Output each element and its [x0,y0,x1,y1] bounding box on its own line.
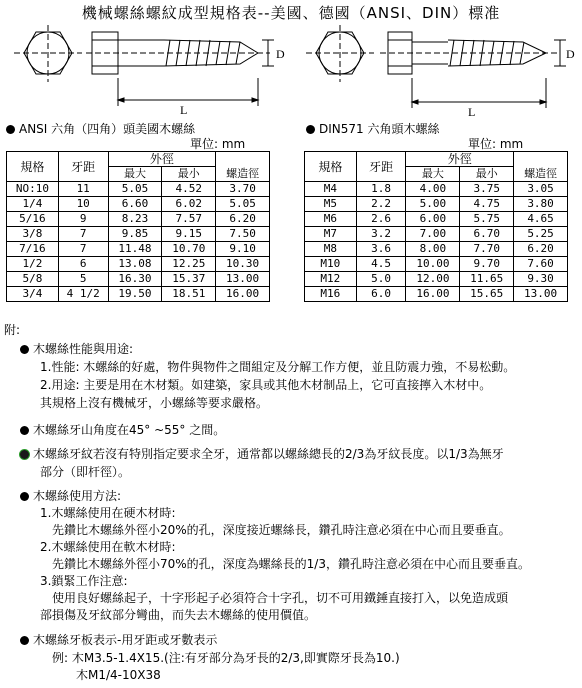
note-line: 3.鎖緊工作注意: [40,574,128,588]
note-line: 1.木螺絲使用在硬木材時: [40,506,176,520]
table-cell: 9.15 [162,227,216,242]
table-cell: 9.85 [108,227,162,242]
note-line: 其規格上沒有機械牙，小螺絲等要求嚴格。 [40,396,269,410]
table-cell: 6 [58,257,108,272]
table-cell: 6.20 [514,242,568,257]
table-cell: 4.00 [406,182,460,197]
table-cell: 10.00 [406,257,460,272]
table-cell: 6.70 [460,227,514,242]
col-size: 規格 [305,152,357,182]
table-cell: 13.00 [216,272,270,287]
note-section-2: 木螺絲牙山角度在45° ~55° 之間。 [20,422,225,438]
table-row [7,287,270,302]
table-cell: 16.30 [108,272,162,287]
table-cell: 7.60 [514,257,568,272]
col-min: 最小 [460,167,514,182]
col-max: 最大 [406,167,460,182]
col-core: 螺造徑 [514,167,568,182]
table-cell: 13.08 [108,257,162,272]
table-row [7,182,270,197]
table-cell: M16 [305,287,357,302]
col-min: 最小 [162,167,216,182]
table-cell: 2.2 [356,197,406,212]
table-cell: 9.10 [216,242,270,257]
col-outer-diameter: 外徑 [406,152,514,167]
table-row [7,272,270,287]
table-cell: 5.25 [514,227,568,242]
table-cell: 4.75 [460,197,514,212]
table-cell: M8 [305,242,357,257]
table-cell: 5.05 [216,197,270,212]
table-cell: 9.30 [514,272,568,287]
note-section-1-title: 木螺絲性能與用途: [20,341,133,357]
ansi-lag-screw-diagram [0,20,290,120]
table-cell: 9.70 [460,257,514,272]
table-cell: 4 1/2 [58,287,108,302]
table-cell: M12 [305,272,357,287]
table-row [305,212,568,227]
table-cell: 1/4 [7,197,59,212]
table-cell: 7 [58,242,108,257]
page-title: 機械螺絲螺紋成型規格表--美國、德國（ANSI、DIN）標准 [81,4,501,22]
col-outer-diameter: 外徑 [108,152,216,167]
table-cell: 5/8 [7,272,59,287]
table-cell: 8.00 [406,242,460,257]
table-cell: 3.75 [460,182,514,197]
table-cell: 10.30 [216,257,270,272]
table-cell: M10 [305,257,357,272]
table-cell: 5.05 [108,182,162,197]
note-line: 部分（即杆徑）。 [40,465,131,479]
table-cell: 6.0 [356,287,406,302]
table-cell: 6.20 [216,212,270,227]
table-row [7,242,270,257]
note-line: 部損傷及牙紋部分彎曲，而失去木螺絲的使用價值。 [40,608,317,622]
din-d-label: D [566,47,575,61]
table-cell: 7.57 [162,212,216,227]
din-screw-diagram [298,20,582,120]
table-cell: M7 [305,227,357,242]
table-cell: 3/8 [7,227,59,242]
table-row [7,227,270,242]
table-cell: 5.0 [356,272,406,287]
col-pitch: 牙距 [356,152,406,182]
table-cell: 7.00 [406,227,460,242]
table-cell: 6.00 [406,212,460,227]
table-cell: 12.00 [406,272,460,287]
ansi-unit: 單位: mm [190,137,246,151]
col-core: 螺造徑 [216,167,270,182]
table-cell: 4.65 [514,212,568,227]
table-cell: 8.23 [108,212,162,227]
table-cell: 3.6 [356,242,406,257]
table-row [305,257,568,272]
table-cell: 1.8 [356,182,406,197]
table-row [7,212,270,227]
table-cell: 7/16 [7,242,59,257]
table-cell: 3.80 [514,197,568,212]
ansi-caption: ANSI 六角（四角）頭美國木螺絲 [6,120,195,137]
table-cell: 2.6 [356,212,406,227]
note-line: 1.性能: 木螺絲的好處，物件與物件之間組定及分解工作方便，並且防震力強，不易松動。 [40,360,516,374]
note-line: 先鑽比木螺絲外徑小70%的孔，深度為螺絲長的1/3，鑽孔時注意必須在中心而且要垂直。 [52,557,530,571]
table-cell: 3.05 [514,182,568,197]
table-cell: 7.50 [216,227,270,242]
note-line: 木M1/4-10X38 [76,668,161,682]
table-cell: 4.52 [162,182,216,197]
din-caption: DIN571 六角頭木螺絲 [306,120,439,137]
note-line: 2.用途: 主要是用在木材類。如建築，家具或其他木材制品上，它可直接擰入木材中。 [40,378,492,392]
table-cell: 19.50 [108,287,162,302]
table-cell: 16.00 [406,287,460,302]
table-cell: 4.5 [356,257,406,272]
table-cell: M6 [305,212,357,227]
ansi-spec-table [6,151,270,302]
table-cell: M5 [305,197,357,212]
note-line: 先鑽比木螺絲外徑小20%的孔，深度接近螺絲長，鑽孔時注意必須在中心而且要垂直。 [52,523,511,537]
table-row [305,197,568,212]
table-cell: 3.70 [216,182,270,197]
table-cell: 11.65 [460,272,514,287]
note-line: 例: 木M3.5-1.4X15.(注:有牙部分為牙長的2/3,即實際牙長為10.) [52,651,400,665]
ansi-d-label: D [276,47,285,61]
table-cell: 15.65 [460,287,514,302]
table-cell: 15.37 [162,272,216,287]
col-max: 最大 [108,167,162,182]
table-row [305,272,568,287]
din-unit: 單位: mm [468,137,524,151]
table-cell: 6.02 [162,197,216,212]
table-cell: 7.70 [460,242,514,257]
table-cell: 6.60 [108,197,162,212]
table-cell: 3.2 [356,227,406,242]
note-line: 使用良好螺絲起子，十字形起子必須符合十字孔，切不可用鐵錘直接打入，以免造成頭 [52,591,509,605]
table-row [305,242,568,257]
table-cell: 18.51 [162,287,216,302]
note-section-5-title: 木螺絲牙板表示-用牙距或牙數表示 [20,632,217,648]
table-cell: 5.75 [460,212,514,227]
col-size: 規格 [7,152,59,182]
ansi-l-label: L [180,103,188,117]
din-l-label: L [468,105,476,119]
table-cell: M4 [305,182,357,197]
table-cell: 3/4 [7,287,59,302]
table-cell: NO:10 [7,182,59,197]
table-row [7,257,270,272]
note-line: 2.木螺絲使用在軟木材時: [40,540,176,554]
table-cell: 10 [58,197,108,212]
note-section-3: 木螺絲牙紋若沒有特別指定要求全牙，通常都以螺絲總長的2/3為牙紋長度。以1/3為無牙 [20,446,504,462]
note-section-4-title: 木螺絲使用方法: [20,488,121,504]
table-cell: 12.25 [162,257,216,272]
table-cell: 1/2 [7,257,59,272]
table-cell: 16.00 [216,287,270,302]
table-cell: 5 [58,272,108,287]
table-cell: 5/16 [7,212,59,227]
table-cell: 10.70 [162,242,216,257]
table-row [305,182,568,197]
din-spec-table [304,151,568,302]
table-row [7,197,270,212]
table-cell: 13.00 [514,287,568,302]
notes-header: 附: [4,323,21,337]
table-cell: 7 [58,227,108,242]
table-row [305,287,568,302]
col-pitch: 牙距 [58,152,108,182]
table-cell: 11.48 [108,242,162,257]
table-cell: 5.00 [406,197,460,212]
table-row [305,227,568,242]
table-cell: 9 [58,212,108,227]
table-cell: 11 [58,182,108,197]
